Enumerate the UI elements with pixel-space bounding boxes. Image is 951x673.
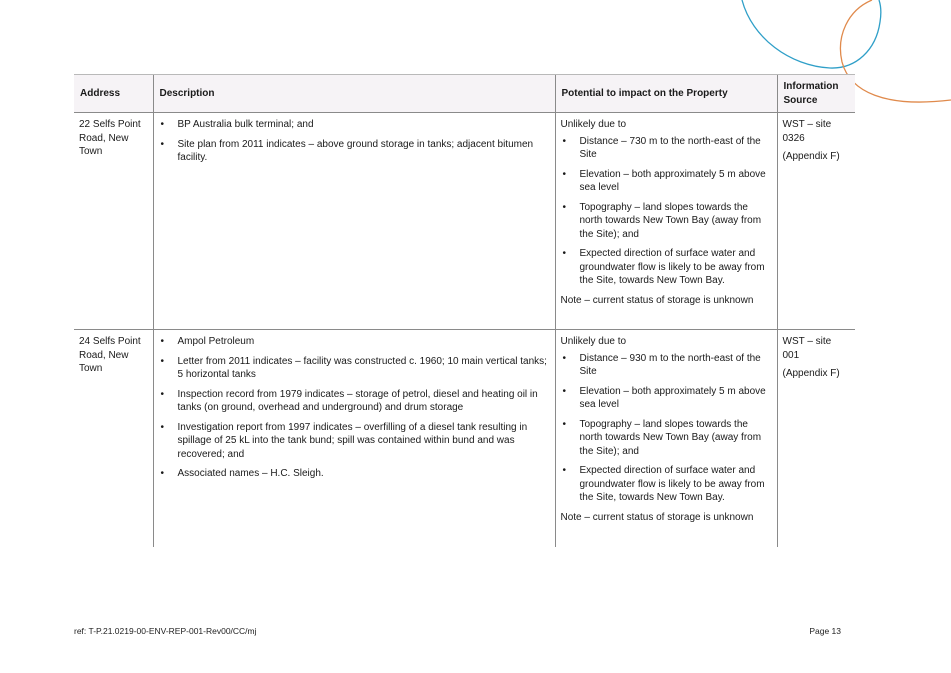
potential-intro: Unlikely due to [560, 336, 627, 347]
list-item: • Expected direction of surface water and groundwater flow is likely to be away from the Site, towards New Town Bay. [561, 247, 772, 288]
potential-impact-cell [555, 330, 777, 547]
header-potential-impact: Potential to impact on the Property [555, 75, 777, 113]
list-item: • Distance – 730 m to the north-east of the Site [561, 135, 772, 162]
source-appendix: (Appendix F) [782, 151, 840, 162]
potential-note: Note – current status of storage is unknown [560, 511, 754, 523]
list-item: • Site plan from 2011 indicates – above ground storage in tanks; adjacent bitumen facility. [159, 138, 550, 165]
description-cell [153, 113, 555, 330]
table-row [74, 330, 855, 547]
list-item: • Expected direction of surface water and groundwater flow is likely to be away from the Site, towards New Town Bay. [561, 464, 772, 505]
blue-curve [742, 0, 881, 68]
list-item: • Investigation report from 1997 indicates – overfilling of a diesel tank resulting in spillage of 25 kL into the tank bund; spill was contained within bund and was recovered; and [159, 421, 550, 462]
header-description: Description [153, 75, 555, 113]
list-item: • Letter from 2011 indicates – facility was constructed c. 1960; 10 main vertical tanks; 5 horizontal tanks [159, 355, 550, 382]
list-item: • Topography – land slopes towards the north towards New Town Bay (away from the Site); and [561, 418, 772, 459]
potential-note: Note – current status of storage is unknown [560, 294, 754, 306]
potential-intro: Unlikely due to [560, 119, 627, 130]
potential-list [561, 135, 772, 288]
table-row [74, 113, 855, 330]
list-item: • Topography – land slopes towards the north towards New Town Bay (away from the Site); and [561, 201, 772, 242]
information-source-cell [777, 330, 855, 547]
table-header-row [74, 75, 855, 113]
document-reference: ref: T-P.21.0219-00-ENV-REP-001-Rev00/CC/mj [74, 626, 257, 636]
potential-list [561, 352, 772, 505]
description-list [159, 118, 550, 165]
address-cell: 24 Selfs Point Road, New Town [79, 336, 141, 374]
list-item: • BP Australia bulk terminal; and [159, 118, 550, 132]
header-address: Address [74, 75, 153, 113]
description-list [159, 335, 550, 481]
page-number: Page 13 [809, 626, 841, 636]
description-cell [153, 330, 555, 547]
list-item: • Elevation – both approximately 5 m above sea level [561, 168, 772, 195]
list-item: • Associated names – H.C. Sleigh. [159, 467, 550, 481]
orange-curve [840, 0, 951, 102]
source-reference: WST – site 0326 [782, 119, 832, 144]
list-item: • Distance – 930 m to the north-east of the Site [561, 352, 772, 379]
source-appendix: (Appendix F) [782, 368, 840, 379]
address-cell: 22 Selfs Point Road, New Town [74, 113, 153, 330]
list-item: • Ampol Petroleum [159, 335, 550, 349]
information-source-cell [777, 113, 855, 330]
site-history-table [74, 74, 855, 547]
list-item: • Inspection record from 1979 indicates – storage of petrol, diesel and heating oil in tanks (on ground, overhead and underground) and drum storage [159, 388, 550, 415]
potential-impact-cell [555, 113, 777, 330]
source-reference: WST – site 001 [782, 336, 832, 361]
list-item: • Elevation – both approximately 5 m above sea level [561, 385, 772, 412]
header-information-source: Information Source [777, 75, 855, 113]
